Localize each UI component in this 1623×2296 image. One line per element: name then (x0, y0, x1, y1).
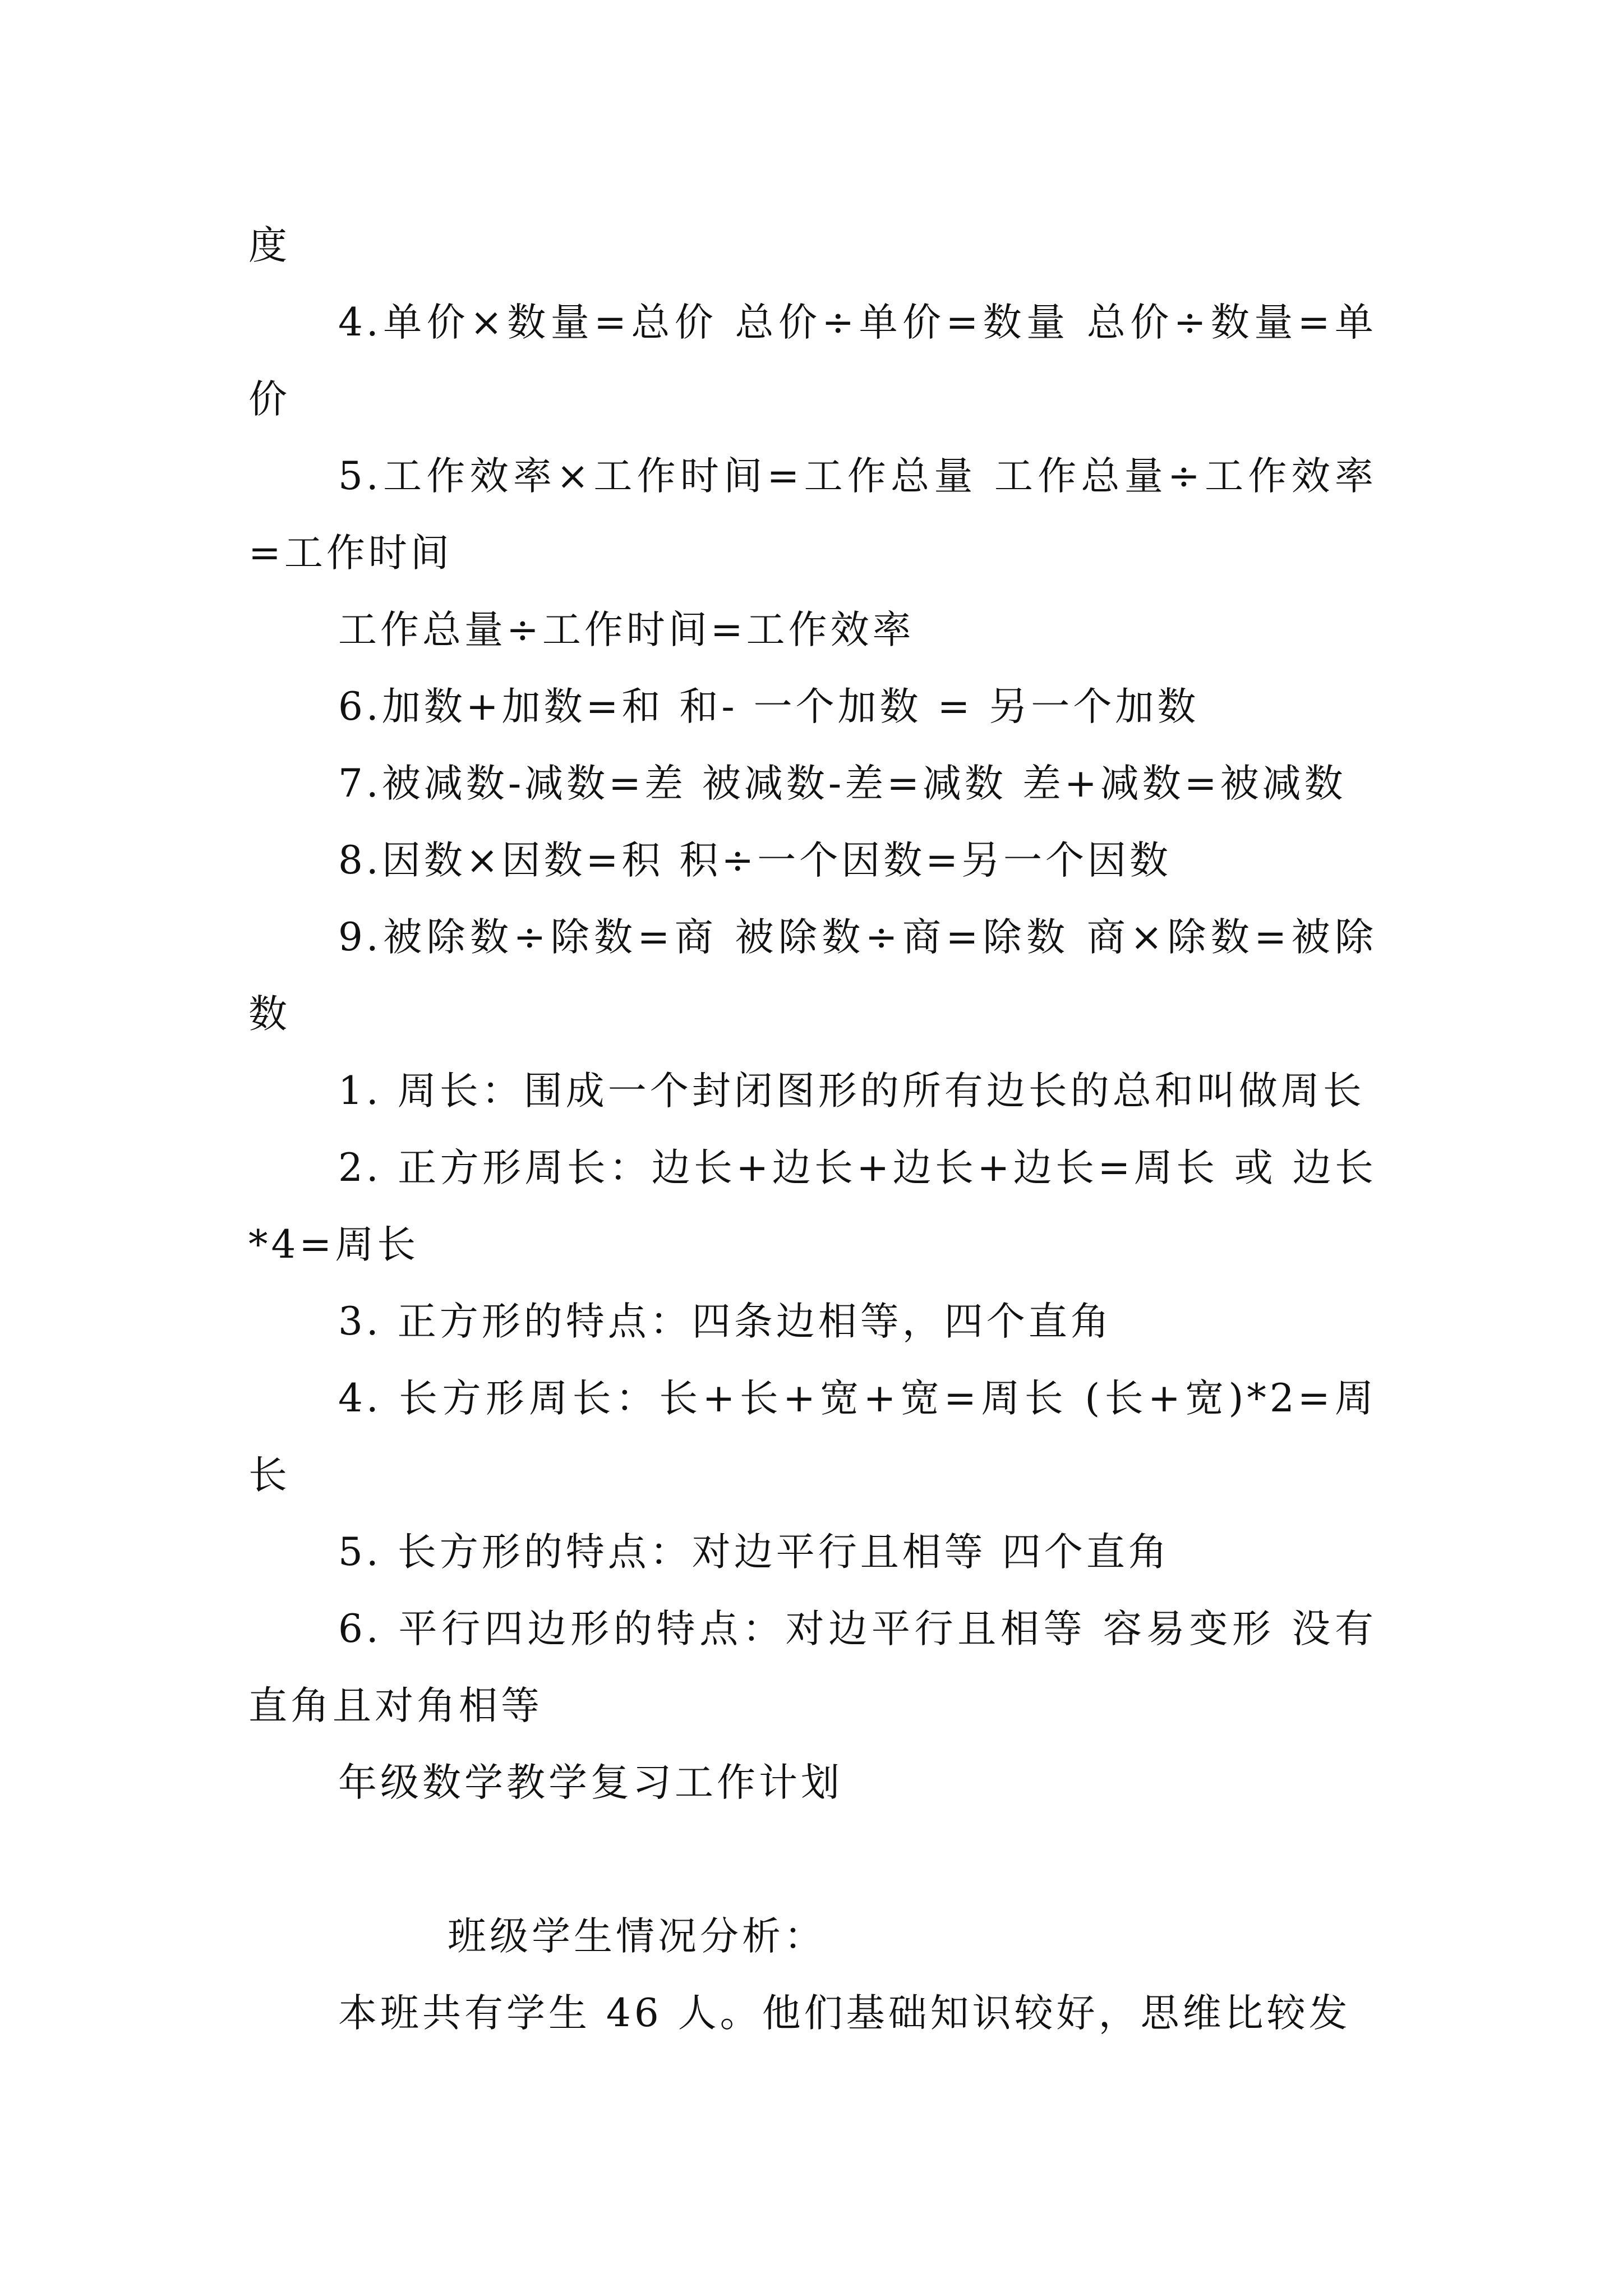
section-subtitle: 班级学生情况分析： (448, 1914, 826, 1959)
paragraph-continuation: 度 (248, 223, 291, 268)
paragraph-perimeter-definition: 1. 周长：围成一个封闭图形的所有边长的总和叫做周长 (338, 1069, 1365, 1114)
paragraph-addition-formula: 6.加数+加数=和 和- 一个加数 = 另一个加数 (338, 684, 1200, 729)
paragraph-class-analysis: 本班共有学生 46 人。他们基础知识较好，思维比较发 (338, 1991, 1351, 2036)
paragraph-multiplication-formula: 8.因数×因数=积 积÷一个因数=另一个因数 (338, 838, 1172, 883)
document-body (248, 208, 1377, 2052)
paragraph-rectangle-features: 5. 长方形的特点：对边平行且相等 四个直角 (338, 1530, 1170, 1575)
paragraph-subtraction-formula: 7.被减数-减数=差 被减数-差=减数 差+减数=被减数 (338, 761, 1347, 806)
paragraph-square-perimeter: 2. 正方形周长：边长+边长+边长+边长=周长 或 边长*4=周长 (248, 1145, 1377, 1267)
paragraph-square-features: 3. 正方形的特点：四条边相等，四个直角 (338, 1299, 1113, 1344)
paragraph-division-formula: 9.被除数÷除数=商 被除数÷商=除数 商×除数=被除数 (248, 915, 1377, 1037)
paragraph-parallelogram-features: 6. 平行四边形的特点：对边平行且相等 容易变形 没有直角且对角相等 (248, 1607, 1377, 1728)
blank-line (248, 1821, 1377, 1898)
paragraph-work-total-formula: 工作总量÷工作时间=工作效率 (338, 608, 915, 652)
paragraph-work-efficiency-formula: 5.工作效率×工作时间=工作总量 工作总量÷工作效率=工作时间 (248, 454, 1377, 576)
paragraph-rectangle-perimeter: 4. 长方形周长：长+长+宽+宽=周长 (长+宽)*2=周长 (248, 1376, 1377, 1498)
paragraph-unit-price-formula: 4.单价×数量=总价 总价÷单价=数量 总价÷数量=单价 (248, 300, 1377, 422)
section-title: 年级数学教学复习工作计划 (338, 1760, 843, 1805)
